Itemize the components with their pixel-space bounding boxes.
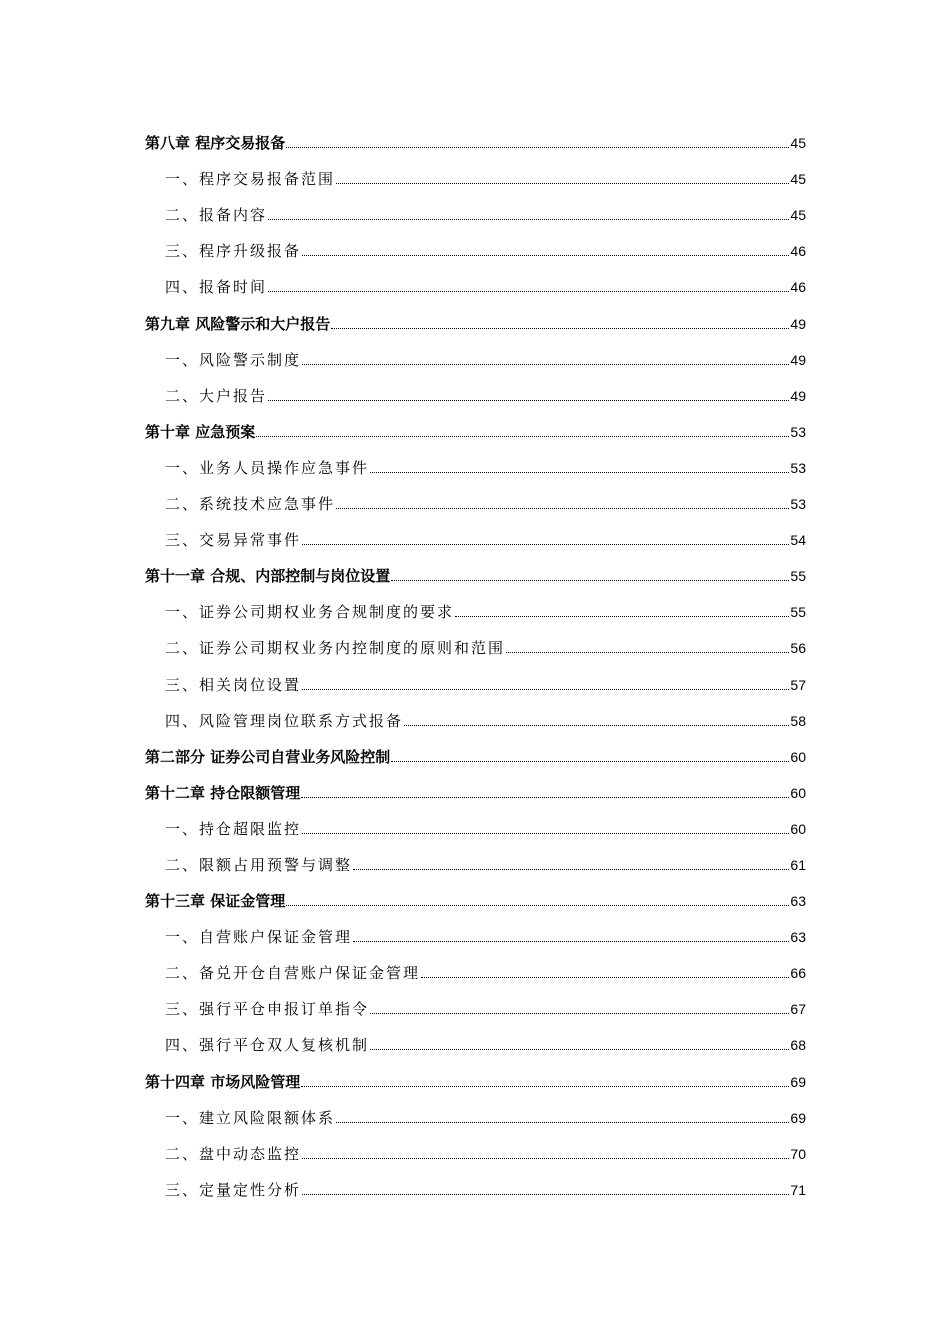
toc-entry-title: 二、限额占用预警与调整	[165, 855, 353, 874]
toc-page-number: 53	[790, 459, 806, 476]
toc-section-entry[interactable]	[145, 192, 806, 228]
toc-section-entry[interactable]	[145, 842, 806, 878]
toc-chapter-entry[interactable]	[145, 120, 806, 156]
toc-section-entry[interactable]	[145, 698, 806, 734]
toc-section-entry[interactable]	[145, 1022, 806, 1058]
toc-entry-title: 四、强行平仓双人复核机制	[165, 1036, 370, 1055]
toc-entry-title: 二、盘中动态监控	[165, 1144, 302, 1163]
toc-entry-title: 一、风险警示制度	[165, 350, 302, 369]
toc-entry-title: 第十一章 合规、内部控制与岗位设置	[145, 567, 391, 586]
toc-section-entry[interactable]	[145, 264, 806, 300]
toc-section-entry[interactable]	[145, 156, 806, 192]
toc-entry-title: 四、风险管理岗位联系方式报备	[165, 711, 404, 730]
toc-chapter-entry[interactable]	[145, 300, 806, 336]
toc-entry-title: 二、证券公司期权业务内控制度的原则和范围	[165, 639, 506, 658]
toc-page-number: 58	[790, 712, 806, 729]
toc-dot-leader	[370, 1013, 789, 1014]
toc-entry-title: 三、强行平仓申报订单指令	[165, 1000, 370, 1019]
toc-entry-title: 二、报备内容	[165, 206, 268, 225]
toc-chapter-entry[interactable]	[145, 1058, 806, 1094]
toc-chapter-entry[interactable]	[145, 878, 806, 914]
toc-section-entry[interactable]	[145, 1131, 806, 1167]
toc-section-entry[interactable]	[145, 1095, 806, 1131]
toc-page-number: 53	[790, 496, 806, 513]
toc-dot-leader	[301, 1086, 789, 1087]
toc-entry-title: 一、建立风险限额体系	[165, 1108, 336, 1127]
toc-dot-leader	[286, 147, 789, 148]
toc-page-number: 70	[790, 1145, 806, 1162]
toc-page-number: 54	[790, 532, 806, 549]
toc-section-entry[interactable]	[145, 986, 806, 1022]
toc-entry-title: 一、程序交易报备范围	[165, 170, 336, 189]
toc-page-number: 49	[790, 351, 806, 368]
toc-dot-leader	[302, 1158, 789, 1159]
toc-page-number: 45	[790, 135, 806, 152]
toc-page-number: 53	[790, 423, 806, 440]
toc-section-entry[interactable]	[145, 625, 806, 661]
toc-entry-title: 第九章 风险警示和大户报告	[145, 314, 331, 333]
toc-section-entry[interactable]	[145, 228, 806, 264]
toc-entry-title: 三、交易异常事件	[165, 531, 302, 550]
toc-dot-leader	[370, 1049, 789, 1050]
toc-page-number: 55	[790, 604, 806, 621]
toc-entry-title: 三、定量定性分析	[165, 1180, 302, 1199]
toc-dot-leader	[302, 255, 789, 256]
toc-dot-leader	[256, 436, 789, 437]
toc-entry-title: 四、报备时间	[165, 278, 268, 297]
toc-section-entry[interactable]	[145, 914, 806, 950]
toc-page-number: 56	[790, 640, 806, 657]
toc-section-entry[interactable]	[145, 806, 806, 842]
toc-page-number: 69	[790, 1109, 806, 1126]
toc-page-number: 46	[790, 243, 806, 260]
toc-entry-title: 第八章 程序交易报备	[145, 134, 286, 153]
toc-dot-leader	[336, 508, 789, 509]
toc-dot-leader	[302, 364, 789, 365]
toc-page-number: 67	[790, 1001, 806, 1018]
toc-section-entry[interactable]	[145, 661, 806, 697]
toc-entry-title: 第十二章 持仓限额管理	[145, 783, 301, 802]
toc-section-entry[interactable]	[145, 481, 806, 517]
toc-chapter-entry[interactable]	[145, 553, 806, 589]
toc-entry-title: 一、业务人员操作应急事件	[165, 458, 370, 477]
toc-page-number: 66	[790, 965, 806, 982]
toc-entry-title: 三、相关岗位设置	[165, 675, 302, 694]
toc-entry-title: 第十三章 保证金管理	[145, 892, 286, 911]
toc-page-number: 46	[790, 279, 806, 296]
toc-dot-leader	[336, 183, 789, 184]
toc-entry-title: 一、自营账户保证金管理	[165, 928, 353, 947]
toc-dot-leader	[421, 977, 789, 978]
toc-section-entry[interactable]	[145, 589, 806, 625]
toc-page-number: 55	[790, 568, 806, 585]
toc-dot-leader	[353, 941, 789, 942]
toc-dot-leader	[506, 652, 789, 653]
toc-page-number: 49	[790, 315, 806, 332]
toc-page-number: 63	[790, 893, 806, 910]
toc-page-number: 45	[790, 207, 806, 224]
toc-chapter-entry[interactable]	[145, 409, 806, 445]
toc-dot-leader	[268, 400, 789, 401]
toc-page-number: 49	[790, 387, 806, 404]
toc-dot-leader	[353, 869, 789, 870]
toc-entry-title: 第二部分 证券公司自营业务风险控制	[145, 747, 391, 766]
toc-section-entry[interactable]	[145, 373, 806, 409]
toc-section-entry[interactable]	[145, 337, 806, 373]
toc-page-number: 60	[790, 784, 806, 801]
toc-page-number: 61	[790, 856, 806, 873]
toc-dot-leader	[302, 833, 789, 834]
toc-entry-title: 第十章 应急预案	[145, 422, 256, 441]
table-of-contents	[145, 120, 806, 1203]
toc-chapter-entry[interactable]	[145, 770, 806, 806]
toc-page-number: 69	[790, 1073, 806, 1090]
toc-entry-title: 二、大户报告	[165, 386, 268, 405]
toc-entry-title: 三、程序升级报备	[165, 242, 302, 261]
toc-dot-leader	[391, 761, 789, 762]
toc-section-entry[interactable]	[145, 517, 806, 553]
toc-dot-leader	[268, 219, 789, 220]
toc-dot-leader	[370, 472, 789, 473]
toc-section-entry[interactable]	[145, 950, 806, 986]
toc-dot-leader	[302, 689, 789, 690]
toc-dot-leader	[455, 616, 789, 617]
toc-page-number: 71	[790, 1181, 806, 1198]
toc-page-number: 57	[790, 676, 806, 693]
toc-dot-leader	[336, 1122, 789, 1123]
toc-page-number: 60	[790, 748, 806, 765]
toc-entry-title: 二、备兑开仓自营账户保证金管理	[165, 964, 421, 983]
toc-page-number: 63	[790, 929, 806, 946]
toc-dot-leader	[286, 905, 789, 906]
toc-dot-leader	[404, 725, 789, 726]
toc-dot-leader	[301, 797, 789, 798]
toc-dot-leader	[302, 544, 789, 545]
toc-section-entry[interactable]	[145, 1167, 806, 1203]
toc-dot-leader	[302, 1194, 789, 1195]
toc-entry-title: 一、证券公司期权业务合规制度的要求	[165, 603, 455, 622]
toc-entry-title: 一、持仓超限监控	[165, 819, 302, 838]
toc-entry-title: 第十四章 市场风险管理	[145, 1072, 301, 1091]
toc-page-number: 68	[790, 1037, 806, 1054]
toc-dot-leader	[391, 580, 789, 581]
toc-chapter-entry[interactable]	[145, 734, 806, 770]
toc-section-entry[interactable]	[145, 445, 806, 481]
toc-dot-leader	[331, 328, 789, 329]
toc-entry-title: 二、系统技术应急事件	[165, 495, 336, 514]
toc-dot-leader	[268, 291, 789, 292]
toc-page-number: 45	[790, 171, 806, 188]
toc-page-number: 60	[790, 820, 806, 837]
